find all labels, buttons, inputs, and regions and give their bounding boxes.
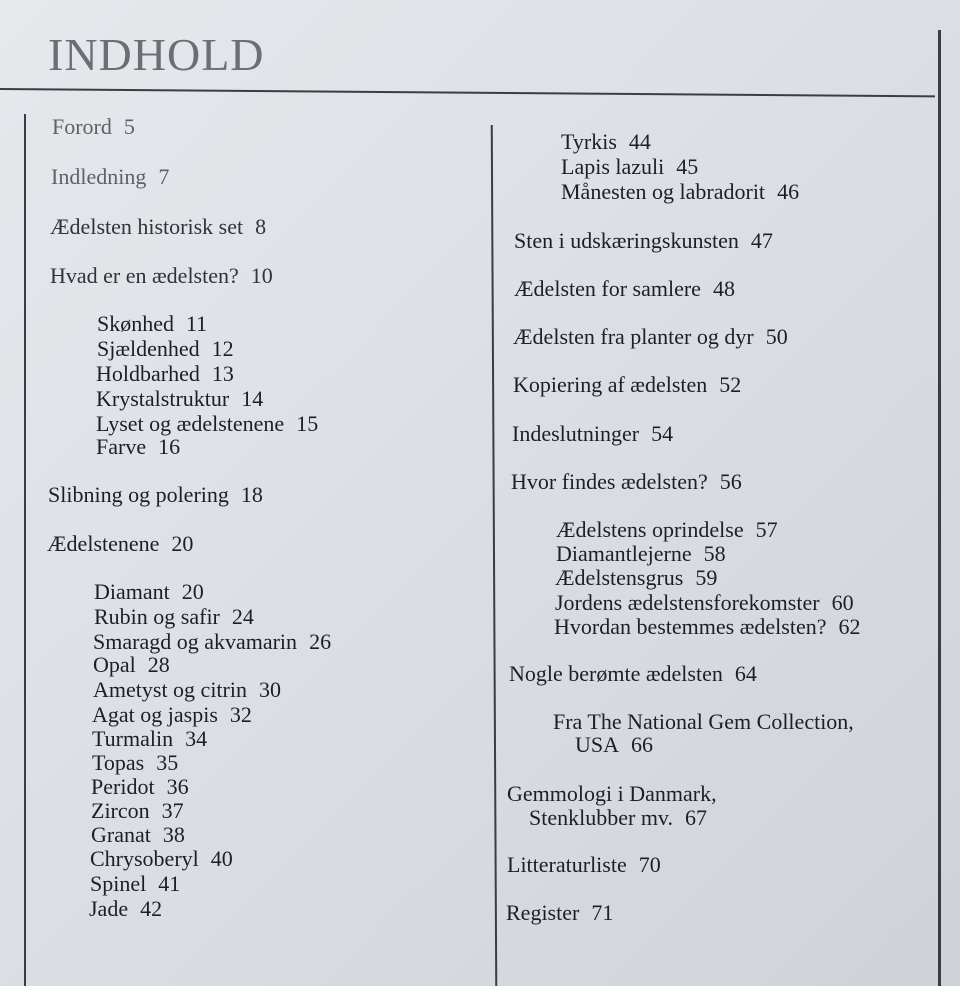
toc-entry-page: 56 [719, 469, 742, 494]
toc-entry-title: Spinel [90, 871, 147, 896]
toc-entry-page: 36 [166, 774, 189, 799]
toc-entry-page: 52 [719, 372, 742, 397]
toc-subentry [554, 614, 861, 639]
toc-entry-page: 18 [240, 482, 263, 507]
toc-entry-title: Peridot [91, 774, 155, 799]
toc-subentry [94, 579, 204, 604]
toc-entry [513, 372, 741, 397]
toc-entry-page: 14 [241, 386, 264, 411]
toc-entry [511, 469, 742, 494]
toc-entry [506, 900, 613, 925]
toc-entry-title: Turmalin [92, 726, 174, 751]
toc-entry [50, 263, 273, 288]
toc-entry [514, 228, 773, 253]
toc-entry-title: Gemmologi i Danmark, [507, 781, 717, 806]
toc-entry-title: Register [506, 900, 580, 925]
toc-subentry [97, 311, 207, 336]
toc-entry-page: 30 [258, 677, 281, 702]
toc-entry [47, 531, 193, 556]
toc-subentry [556, 541, 726, 566]
title-divider [0, 88, 935, 97]
toc-entry-title: Agat og jaspis [92, 702, 218, 727]
toc-entry-title: Nogle berømte ædelsten [509, 661, 723, 686]
toc-entry-page: 48 [712, 276, 735, 301]
page-edge [938, 30, 941, 986]
toc-entry-page: 59 [695, 565, 718, 590]
toc-subentry [93, 629, 331, 654]
toc-entry [507, 852, 661, 877]
column-divider [491, 125, 498, 986]
toc-entry-title: Diamantlejerne [556, 541, 692, 566]
toc-entry [512, 421, 673, 446]
toc-entry-page: 60 [831, 590, 854, 615]
toc-subentry [92, 750, 178, 775]
toc-subentry [91, 798, 184, 823]
toc-entry-title: Topas [92, 750, 145, 775]
toc-entry-title: Holdbarhed [96, 361, 200, 386]
toc-subentry [561, 179, 799, 204]
toc-entry [513, 324, 788, 349]
toc-entry-page: 28 [147, 652, 170, 677]
toc-subentry [555, 590, 854, 615]
toc-entry-page: 41 [158, 871, 181, 896]
toc-subentry [89, 896, 162, 921]
toc-subentry [575, 732, 653, 757]
toc-entry-page: 66 [631, 732, 654, 757]
toc-entry-title: Hvad er en ædelsten? [50, 263, 239, 288]
toc-entry-page: 5 [123, 114, 135, 139]
toc-subentry [556, 517, 778, 542]
toc-entry-title: Sten i udskæringskunsten [514, 228, 739, 253]
toc-entry-page: 70 [638, 852, 661, 877]
toc-entry-page: 58 [703, 541, 726, 566]
toc-subentry [90, 846, 233, 871]
toc-entry-page: 50 [765, 324, 788, 349]
toc-entry-page: 37 [161, 798, 184, 823]
toc-entry-title: Månesten og labradorit [561, 179, 766, 204]
toc-entry-title: Sjældenhed [97, 336, 200, 361]
toc-entry-page: 57 [755, 517, 778, 542]
toc-subentry [561, 129, 651, 154]
toc-subentry [96, 386, 263, 411]
toc-entry-page: 34 [185, 726, 208, 751]
toc-entry [50, 214, 266, 239]
toc-entry-title: Ædelstenene [47, 531, 160, 556]
toc-entry-page: 44 [628, 129, 651, 154]
toc-entry [507, 781, 717, 806]
toc-subentry [555, 565, 717, 590]
toc-entry-page: 11 [186, 311, 208, 336]
toc-entry-title: Fra The National Gem Collection, [553, 709, 854, 734]
toc-entry-title: Ædelsten historisk set [50, 214, 244, 239]
toc-entry [509, 661, 757, 686]
toc-entry-page: 54 [651, 421, 674, 446]
toc-entry-page: 13 [211, 361, 234, 386]
toc-entry-title: Lapis lazuli [561, 154, 665, 179]
toc-subentry [91, 774, 189, 799]
toc-subentry [96, 434, 180, 459]
toc-subentry [93, 677, 281, 702]
toc-entry-page: 71 [591, 900, 614, 925]
toc-entry-title: Chrysoberyl [90, 846, 199, 871]
toc-subentry [553, 709, 854, 734]
toc-entry [48, 482, 263, 507]
toc-subentry [96, 361, 234, 386]
toc-subentry [94, 604, 254, 629]
toc-entry-page: 45 [676, 154, 699, 179]
toc-subentry [92, 726, 207, 751]
toc-entry-title: Ædelsten fra planter og dyr [513, 324, 754, 349]
toc-entry-page: 42 [140, 896, 163, 921]
toc-entry-title: Stenklubber mv. [529, 805, 673, 830]
toc-entry-page: 15 [296, 411, 319, 436]
toc-entry-page: 12 [211, 336, 234, 361]
toc-entry-title: Ædelstens oprindelse [556, 517, 744, 542]
toc-entry-title: Diamant [94, 579, 170, 604]
toc-entry-title: Forord [52, 114, 112, 139]
toc-entry-page: 7 [158, 164, 170, 189]
toc-entry-page: 47 [750, 228, 773, 253]
toc-entry-page: 32 [229, 702, 252, 727]
toc-subentry [561, 154, 698, 179]
toc-entry-title: Ædelsten for samlere [514, 276, 701, 301]
toc-entry-title: Jordens ædelstensforekomster [555, 590, 820, 615]
toc-entry-page: 35 [156, 750, 179, 775]
toc-entry-title: Farve [96, 434, 147, 459]
toc-entry-page: 10 [250, 263, 273, 288]
toc-entry-page: 16 [158, 434, 181, 459]
toc-entry-page: 20 [181, 579, 204, 604]
toc-subentry [91, 822, 185, 847]
toc-subentry [92, 702, 252, 727]
toc-entry [529, 805, 707, 830]
toc-entry-page: 40 [210, 846, 233, 871]
toc-entry-title: Zircon [91, 798, 150, 823]
toc-entry-title: Rubin og safir [94, 604, 220, 629]
toc-entry-page: 64 [734, 661, 757, 686]
toc-entry [514, 276, 735, 301]
toc-entry-title: Tyrkis [561, 129, 617, 154]
page-title: INDHOLD [48, 29, 265, 80]
toc-entry-title: Indeslutninger [512, 421, 640, 446]
toc-entry [51, 164, 169, 189]
toc-subentry [96, 411, 318, 436]
toc-entry-title: Ædelstensgrus [555, 565, 684, 590]
toc-entry-page: 62 [838, 614, 861, 639]
toc-entry-title: Lyset og ædelstenene [96, 411, 285, 436]
toc-entry-title: USA [575, 732, 620, 757]
toc-entry-page: 8 [255, 214, 267, 239]
toc-entry-title: Ametyst og citrin [93, 677, 247, 702]
toc-entry-title: Litteraturliste [507, 852, 627, 877]
toc-entry-title: Indledning [51, 164, 147, 189]
toc-entry-page: 38 [162, 822, 185, 847]
toc-entry-title: Hvordan bestemmes ædelsten? [554, 614, 827, 639]
toc-entry-title: Krystalstruktur [96, 386, 230, 411]
toc-subentry [97, 336, 234, 361]
toc-entry-page: 20 [171, 531, 194, 556]
toc-entry-title: Slibning og polering [48, 482, 229, 507]
toc-entry-title: Hvor findes ædelsten? [511, 469, 708, 494]
toc-entry-title: Opal [93, 652, 136, 677]
toc-entry-page: 26 [309, 629, 332, 654]
toc-entry-title: Skønhed [97, 311, 174, 336]
left-margin-rule [24, 114, 26, 986]
toc-entry-title: Jade [89, 896, 129, 921]
toc-entry-page: 67 [685, 805, 707, 830]
toc-entry-title: Smaragd og akvamarin [93, 629, 298, 654]
toc-subentry [90, 871, 180, 896]
toc-entry [52, 114, 135, 139]
toc-entry-page: 46 [777, 179, 800, 204]
toc-subentry [93, 652, 170, 677]
toc-entry-title: Kopiering af ædelsten [513, 372, 708, 397]
toc-entry-page: 24 [231, 604, 254, 629]
toc-entry-title: Granat [91, 822, 151, 847]
